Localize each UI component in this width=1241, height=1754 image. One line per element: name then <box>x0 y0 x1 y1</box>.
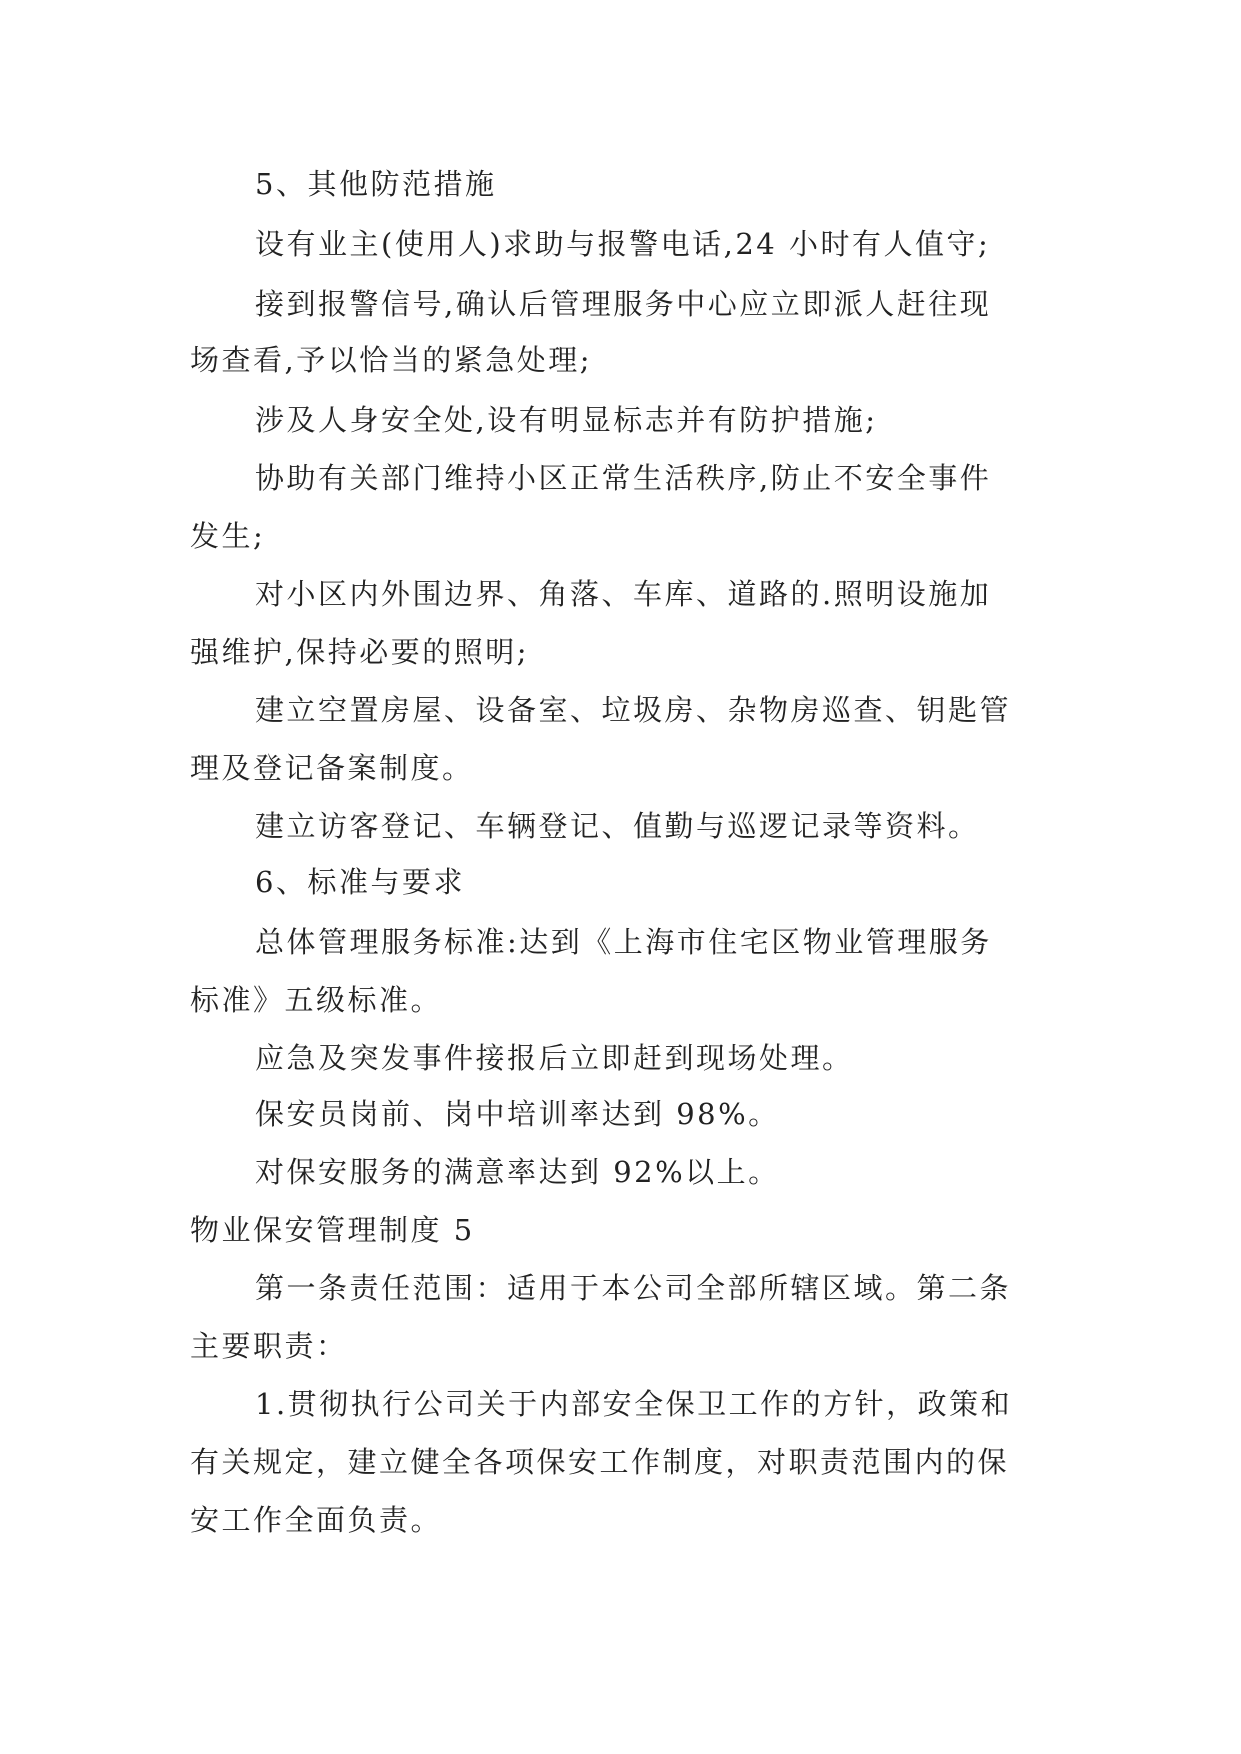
paragraph-line: 应急及突发事件接报后立即赶到现场处理。 <box>255 1041 854 1075</box>
paragraph-line: 理及登记备案制度。 <box>190 751 474 785</box>
paragraph-line: 发生; <box>190 519 266 553</box>
paragraph-line: 对保安服务的满意率达到 92%以上。 <box>255 1155 780 1189</box>
paragraph-line: 第一条责任范围：适用于本公司全部所辖区域。第二条 <box>255 1271 1012 1305</box>
paragraph-line: 强维护,保持必要的照明; <box>190 635 529 669</box>
paragraph-line: 接到报警信号,确认后管理服务中心应立即派人赶往现 <box>255 287 992 321</box>
section-heading-standards: 6、标准与要求 <box>255 865 465 899</box>
paragraph-line: 总体管理服务标准:达到《上海市住宅区物业管理服务 <box>255 925 992 959</box>
paragraph-line: 安工作全面负责。 <box>190 1503 443 1537</box>
paragraph-line: 保安员岗前、岗中培训率达到 98%。 <box>255 1097 780 1131</box>
document-title: 物业保安管理制度 5 <box>190 1213 475 1247</box>
paragraph-line: 建立访客登记、车辆登记、值勤与巡逻记录等资料。 <box>255 809 980 843</box>
paragraph-line: 场查看,予以恰当的紧急处理; <box>190 343 592 377</box>
paragraph-line: 有关规定，建立健全各项保安工作制度，对职责范围内的保 <box>190 1445 1010 1479</box>
paragraph-line: 协助有关部门维持小区正常生活秩序,防止不安全事件 <box>255 461 992 495</box>
paragraph-line: 设有业主(使用人)求助与报警电话,24 小时有人值守; <box>255 227 991 261</box>
paragraph-line: 标准》五级标准。 <box>190 983 443 1017</box>
paragraph-line: 主要职责： <box>190 1329 348 1363</box>
paragraph-line: 对小区内外围边界、角落、车库、道路的.照明设施加 <box>255 577 992 611</box>
paragraph-line: 涉及人身安全处,设有明显标志并有防护措施; <box>255 403 878 437</box>
section-heading-other-measures: 5、其他防范措施 <box>255 167 497 201</box>
paragraph-line: 建立空置房屋、设备室、垃圾房、杂物房巡查、钥匙管 <box>255 693 1012 727</box>
paragraph-line: 1.贯彻执行公司关于内部安全保卫工作的方针，政策和 <box>255 1387 1013 1421</box>
